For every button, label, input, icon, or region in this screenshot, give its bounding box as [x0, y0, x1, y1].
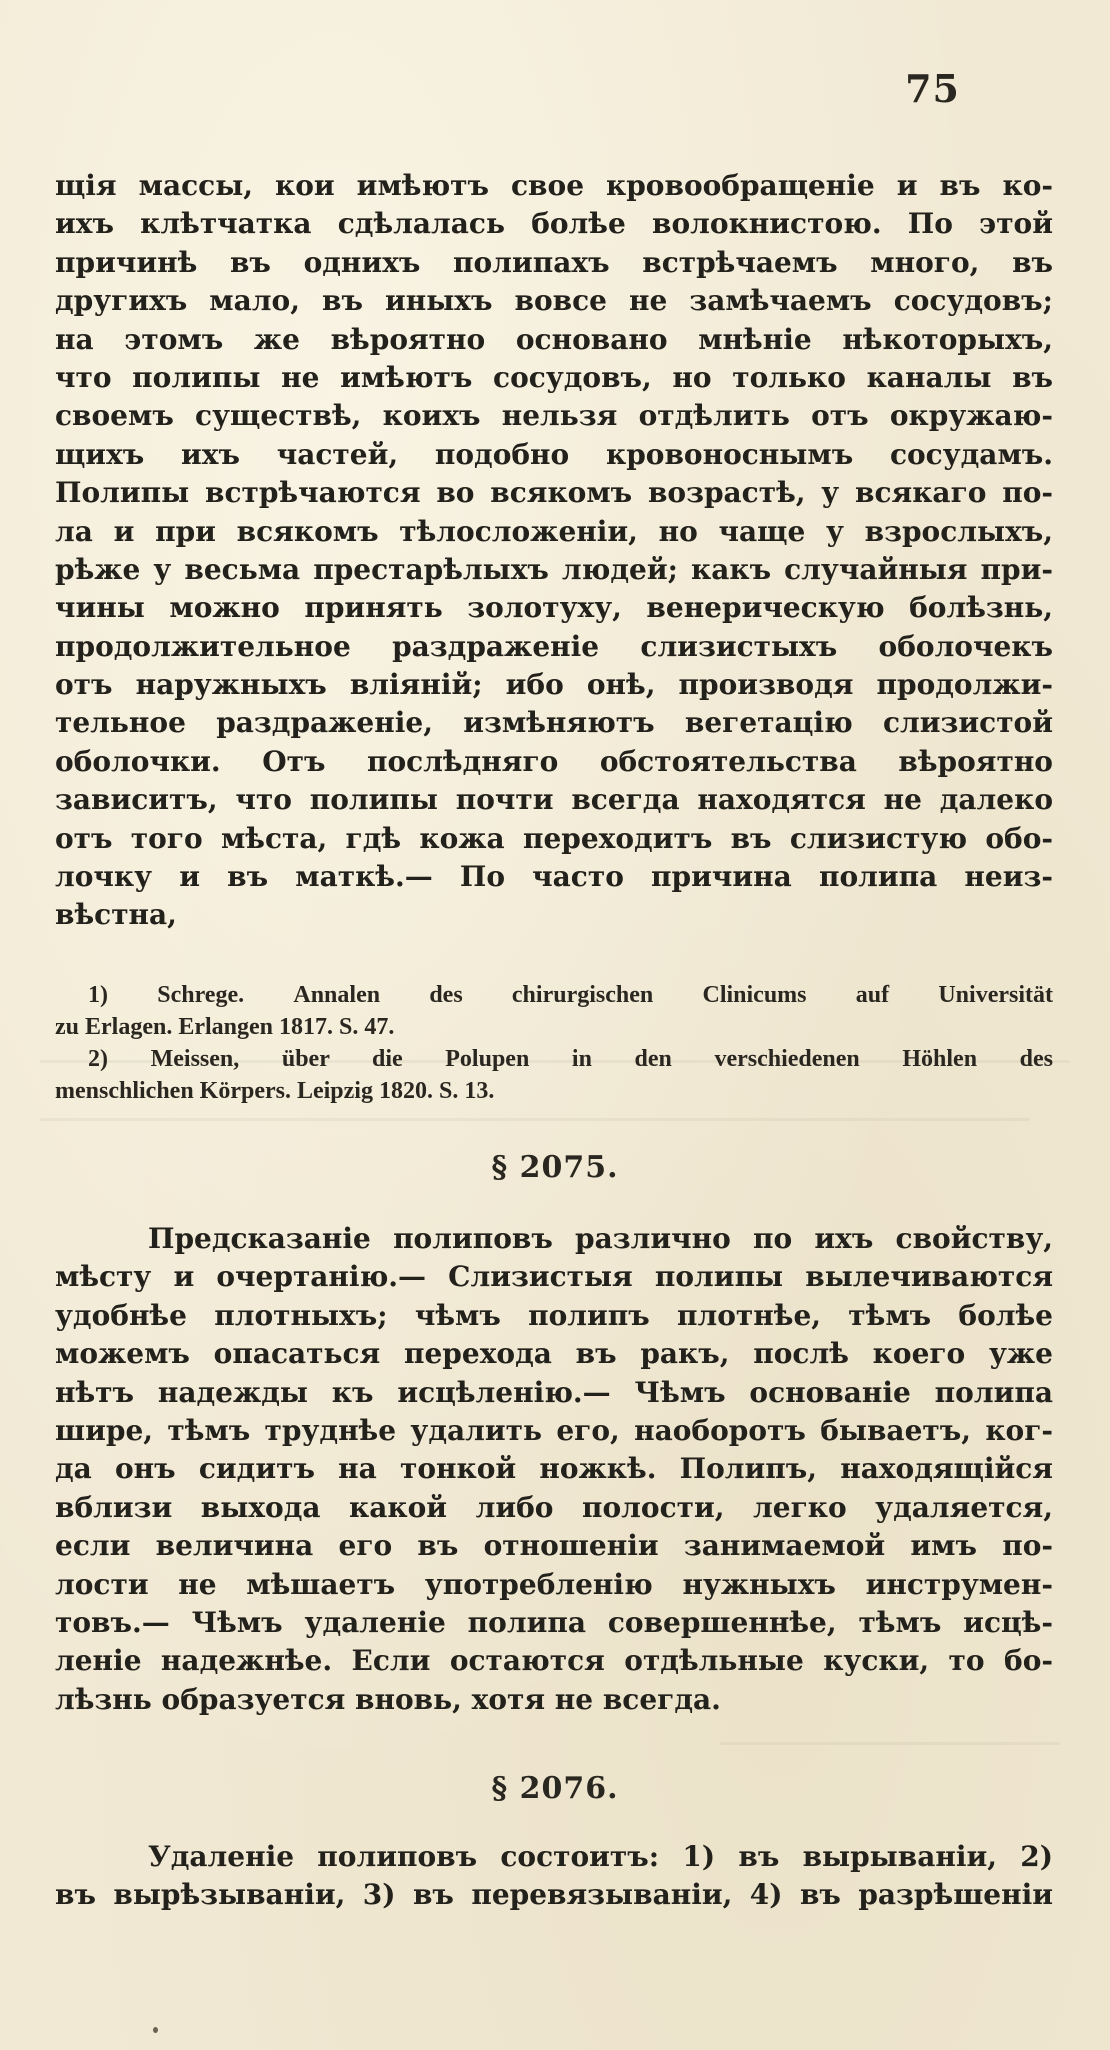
- text-line: отъ того мѣста, гдѣ кожа переходитъ въ слизистую обо-: [55, 821, 1053, 855]
- text-line: можемъ опасаться перехода въ ракъ, послѣ коего уже: [55, 1337, 1053, 1371]
- text-line: зависитъ, что полипы почти всегда находятся не далеко: [55, 783, 1053, 817]
- text-line: нѣтъ надежды къ исцѣленію.— Чѣмъ основаніе полипа: [55, 1375, 1053, 1409]
- footnote-2-continued: menschlichen Körpers. Leipzig 1820. S. 13.: [55, 1078, 495, 1104]
- footnotes: [55, 979, 1053, 1107]
- text-line: лѣзнь образуется вновь, хотя не всегда.: [55, 1682, 721, 1716]
- text-line: чины можно принять золотуху, венерическую болѣзнь,: [55, 591, 1053, 625]
- page-number: 75: [905, 66, 960, 111]
- text-line: товъ.— Чѣмъ удаленіе полипа совершеннѣе, тѣмъ исцѣ-: [55, 1605, 1053, 1639]
- paragraph-2: [55, 1220, 1053, 1719]
- text-line: вѣстна,: [55, 898, 177, 932]
- text-line: Полипы встрѣчаются во всякомъ возрастѣ, у всякаго по-: [55, 476, 1053, 510]
- section-heading-2076: § 2076.: [491, 1771, 619, 1806]
- footnote-2: 2) Meissen, über die Polupen in den verschiedenen Höhlen des: [88, 1046, 1053, 1072]
- text-line: въ вырѣзываніи, 3) въ перевязываніи, 4) въ разрѣшеніи: [55, 1878, 1053, 1912]
- text-line: тельное раздраженіе, измѣняютъ вегетацію слизистой: [55, 706, 1053, 740]
- text-line: щія массы, кои имѣютъ свое кровообращеніе и въ ко-: [55, 169, 1053, 202]
- footnote-1-continued: zu Erlagen. Erlangen 1817. S. 47.: [55, 1014, 395, 1040]
- text-line: Предсказаніе полиповъ различно по ихъ свойству,: [148, 1222, 1053, 1255]
- text-line: мѣсту и очертанію.— Слизистыя полипы вылечиваются: [55, 1260, 1053, 1294]
- paragraph-1: [55, 167, 1053, 935]
- text-line: причинѣ въ однихъ полипахъ встрѣчаемъ много, въ: [55, 245, 1053, 279]
- bleed-through-mark: [720, 1742, 1060, 1745]
- text-line: вблизи выхода какой либо полости, легко удаляется,: [55, 1490, 1053, 1524]
- text-line: лости не мѣшаетъ употребленію нужныхъ инструмен-: [55, 1567, 1053, 1601]
- footnote-1: 1) Schregе. Annalen des chirurgischen Clinicums auf Universität: [88, 982, 1053, 1008]
- text-line: продолжительное раздраженіе слизистыхъ оболочекъ: [55, 629, 1053, 663]
- text-line: леніе надежнѣе. Если остаются отдѣльные куски, то бо-: [55, 1644, 1053, 1678]
- bleed-through-mark: [40, 1118, 1030, 1121]
- text-line: щихъ ихъ частей, подобно кровоноснымъ сосудамъ.: [55, 437, 1053, 471]
- text-line: лочку и въ маткѣ.— По часто причина полипа неиз-: [55, 860, 1053, 894]
- text-line: оболочки. Отъ послѣдняго обстоятельства вѣроятно: [55, 744, 1053, 778]
- text-line: рѣже у весьма престарѣлыхъ людей; какъ случайныя при-: [55, 552, 1053, 586]
- text-line: ла и при всякомъ тѣлосложеніи, но чаще у взрослыхъ,: [55, 514, 1053, 548]
- text-line: другихъ мало, въ иныхъ вовсе не замѣчаемъ сосудовъ;: [55, 284, 1053, 318]
- text-line: удобнѣе плотныхъ; чѣмъ полипъ плотнѣе, тѣмъ болѣе: [55, 1298, 1053, 1332]
- text-line: шире, тѣмъ труднѣе удалить его, наоборотъ бываетъ, ког-: [55, 1413, 1053, 1447]
- section-heading-2075: § 2075.: [491, 1150, 619, 1185]
- text-line: ихъ клѣтчатка сдѣлалась болѣе волокнистою. По этой: [55, 207, 1053, 241]
- text-line: на этомъ же вѣроятно основано мнѣніе нѣкоторыхъ,: [55, 322, 1053, 356]
- text-line: своемъ существѣ, коихъ нельзя отдѣлить отъ окружаю-: [55, 399, 1053, 433]
- text-line: Удаленіе полиповъ состоитъ: 1) въ вырываніи, 2): [148, 1840, 1053, 1873]
- text-line: если величина его въ отношеніи занимаемой имъ по-: [55, 1529, 1053, 1563]
- ink-speck: [153, 2027, 158, 2033]
- paragraph-3: [55, 1838, 1053, 1915]
- text-line: да онъ сидитъ на тонкой ножкѣ. Полипъ, находящійся: [55, 1452, 1053, 1486]
- text-line: отъ наружныхъ вліяній; ибо онѣ, производя продолжи-: [55, 668, 1053, 702]
- text-line: что полипы не имѣютъ сосудовъ, но только каналы въ: [55, 360, 1053, 394]
